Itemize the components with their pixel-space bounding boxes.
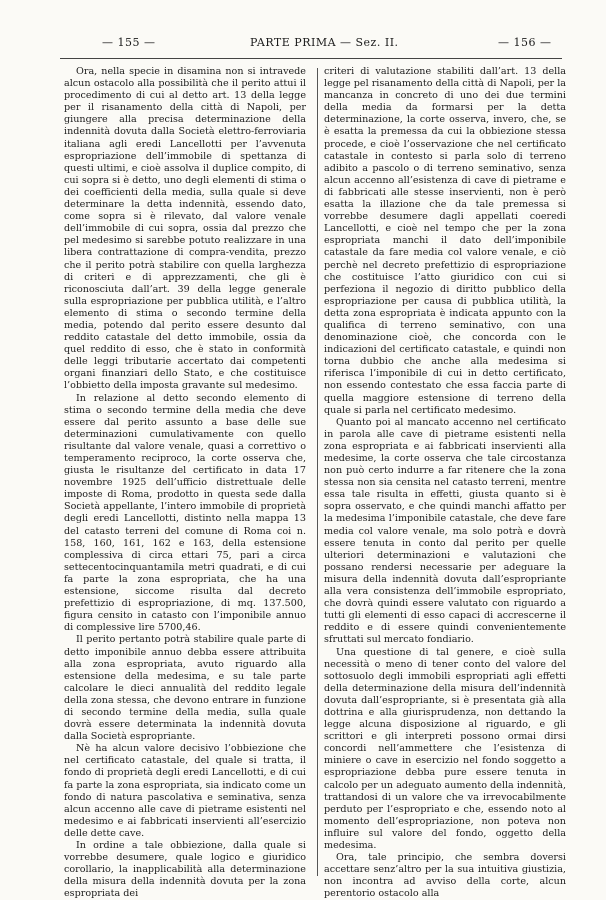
paragraph: Ora, tale principio, che sembra doversi accettare senz’altro per la sua intuitiva giustizia, non incontra ad avviso della corte, alcun perentorio ostacolo alla [324, 852, 566, 900]
header-rule [60, 58, 562, 59]
paragraph: In ordine a tale obbiezione, dalla quale si vorrebbe desumere, quale logico e giuridico corollario, la inapplicabilità alla determinazione della misura della indennità dovuta per la zona espropriata dei [64, 840, 306, 900]
paragraph: Nè ha alcun valore decisivo l’obbiezione che nel certificato catastale, del quale si tratta, il fondo di proprietà degli eredi Lancellotti, e di cui fa parte la zona espropriata, sia indicato come un fondo di natura pascolativa e seminativa, senza alcun accenno alle cave di pietrame esistenti nel medesimo e ai fabbricati inservienti all’esercizio delle dette cave. [64, 743, 306, 839]
page-header [60, 36, 562, 54]
paragraph: In relazione al detto secondo elemento di stima o secondo termine della media che deve essere dal perito assunto a base delle sue determinazioni cumulativamente con quello risultante dal valore venale, quasi a correttivo o temperamento reciproco, la corte osserva che, giusta le risultanze del certificato in data 17 novembre 1925 dell’ufficio distrettuale delle imposte di Roma, prodotto in questa sede dalla Società appellante, l’intero immobile di proprietà degli eredi Lancellotti, distinto nella mappa 13 del catasto terreni del comune di Roma coi n. 158, 160, 161, 162 e 163, della estensione complessiva di circa ettari 75, pari a circa settecentocinquantamila metri quadrati, e di cui fa parte la zona espropriata, che ha una estensione, siccome risulta dal decreto prefettizio di espropriazione, di mq. 137.500, figura censito in catasto con l’imponibile annuo di complessive lire 5700,46. [64, 392, 306, 634]
paragraph: Una questione di tal genere, e cioè sulla necessità o meno di tener conto del valore del sottosuolo degli immobili espropriati agli effetti della determinazione della misura dell’indennità dovuta dall’espropriante, si è presentata già alla dottrina e alla giurisprudenza, non dettando la legge alcuna disposizione al riguardo, e gli scrittori e gli interpreti possono ormai dirsi concordi nell’ammettere che l’esistenza di miniere o cave in esercizio nel fondo soggetto a espropriazione debba pure essere tenuta in calcolo per un adeguato aumento della indennità, trattandosi di un valore che va irrevocabilmente perduto per l’espropriato e che, essendo noto al momento dell’espropriazione, non poteva non influire sul valore del fondo, oggetto della medesima. [324, 646, 566, 851]
right-column [324, 66, 566, 900]
column-divider [317, 68, 318, 876]
paragraph: Quanto poi al mancato accenno nel certificato in parola alle cave di pietrame esistenti nella zona espropriata e ai fabbricati inservienti alla medesime, la corte osserva che tale circostanza non può certo indurre a far ritenere che la zona stessa non sia censita nel catasto terreni, mentre essa tale risulta in effetti, giusta quanto si è sopra osservato, e che quindi manchi affatto per la medesima l’imponibile catastale, che deve fare media col valore venale, ma solo potrà e dovrà essere tenuta in conto dal perito per quelle ulteriori determinazioni e valutazioni che possano rendersi necessarie per adeguare la misura della indennità dovuta dall’espropriante alla vera consistenza dell’immobile espropriato, che dovrà quindi essere valutato con riguardo a tutti gli elementi di esso capaci di accrescerne il reddito e di essere quindi convenientemente sfruttati sul mercato fondiario. [324, 416, 566, 646]
page-number-right: — 156 — [498, 36, 552, 49]
paragraph: Ora, nella specie in disamina non si intravede alcun ostacolo alla possibilità che il perito attui il procedimento di cui al detto art. 13 della legge per il risanamento della città di Napoli, per giungere alla precisa determinazione della indennità dovuta dalla Società elettro-ferroviaria italiana agli eredi Lancellotti per l’avvenuta espropriazione dell’immobile di spettanza di questi ultimi, e cioè assolva il duplice compito, di cui sopra si è detto, uno degli elementi di stima o dei coefficienti della media, sulla quale si deve determinare la detta indennità, essendo dato, come sopra si è rilevato, dal valore venale dell’immobile di cui sopra, ossia dal prezzo che pel medesimo si sarebbe potuto realizzare in una libera contrattazione di compra-vendita, prezzo che il perito potrà stabilire con quella larghezza di criteri e di apprezzamenti, che gli è riconosciuta dall’art. 39 della legge generale sulla espropriazione per pubblica utilità, e l’altro elemento di stima o secondo termine della media, potendo dal perito essere desunto dal reddito catastale del detto immobile, ossia da quel reddito di esso, che è stato in conformità delle leggi tributarie accertato dai competenti organi finanziari dello Stato, e che costituisce l’obbietto della imposta gravante sul medesimo. [64, 66, 306, 392]
paragraph: criteri di valutazione stabiliti dall’art. 13 della legge pel risanamento della città di Napoli, per la mancanza in concreto di uno dei due termini della media da formarsi per la detta determinazione, la corte osserva, invero, che, se è esatta la premessa da cui la obbiezione stessa procede, e cioè l’osservazione che nel certificato catastale in contesto si parla solo di terreno adibito a pascolo o di terreno seminativo, senza alcun accenno all’esistenza di cave di pietrame e di fabbricati alle stesse inservienti, non è però esatta la illazione che da tale premessa si vorrebbe desumere dagli appellati coeredi Lancellotti, e cioè nel tempo che per la zona espropriata manchi il dato dell’imponibile catastale da fare media col valore venale, e ciò perchè nel decreto prefettizio di espropriazione che costituisce l’atto giuridico con cui si perfeziona il negozio di diritto pubblico della espropriazione per causa di pubblica utilità, la detta zona espropriata è indicata appunto con la qualifica di terreno seminativo, con una denominazione cioè, che concorda con le indicazioni del certificato catastale, e quindi non torna dubbio che anche alla medesima si riferisca l’imponibile di cui in detto certificato, non essendo contestato che essa faccia parte di quella maggiore estensione di terreno della quale si parla nel certificato medesimo. [324, 66, 566, 416]
left-column [64, 66, 306, 900]
paragraph: Il perito pertanto potrà stabilire quale parte di detto imponibile annuo debba essere attribuita alla zona espropriata, avuto riguardo alla estensione della medesima, e su tale parte calcolare le dieci annualità del reddito legale della zona stessa, che devono entrare in funzione di secondo termine della media, sulla quale dovrà essere determinata la indennità dovuta dalla Società espropriante. [64, 634, 306, 743]
page-number-left: — 155 — [102, 36, 156, 49]
running-title: PARTE PRIMA — Sez. II. [250, 36, 399, 49]
